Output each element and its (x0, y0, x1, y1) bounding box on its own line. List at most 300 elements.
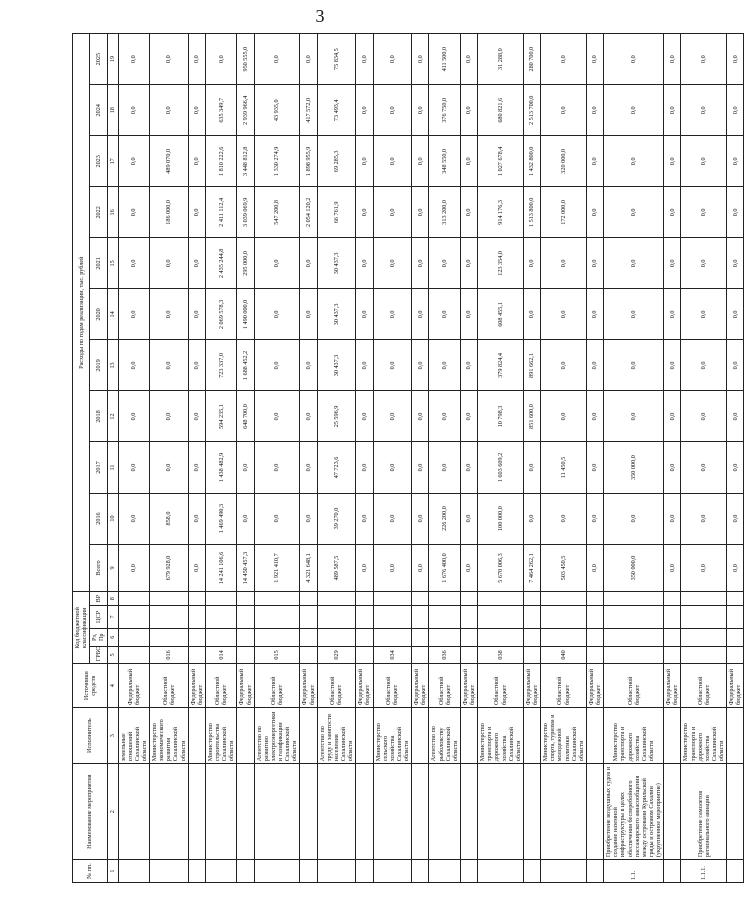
rz-code (478, 628, 524, 646)
year-value: 0,0 (541, 238, 587, 289)
year-value: 680 821,6 (478, 85, 524, 136)
year-value: 47 723,6 (317, 442, 356, 493)
year-value: 313 200,0 (429, 187, 461, 238)
executor: Министерство спорта, туризма и молодежной политики Сахалинской области (541, 708, 587, 764)
year-value: 0,0 (300, 289, 317, 340)
col-index: 8 (107, 592, 118, 606)
csr-code (205, 605, 237, 628)
total-value: 0,0 (727, 544, 744, 592)
year-value: 0,0 (118, 85, 150, 136)
executor (412, 708, 429, 764)
activity-name (429, 764, 461, 860)
year-value: 0,0 (664, 340, 681, 391)
csr-code (664, 605, 681, 628)
grbs-code: 036 (429, 646, 461, 664)
table-row (412, 34, 429, 883)
table-row (541, 34, 587, 883)
year-value: 0,0 (118, 493, 150, 544)
row-number (356, 860, 373, 883)
year-value: 0,0 (523, 238, 540, 289)
executor (727, 708, 744, 764)
year-value: 0,0 (254, 340, 300, 391)
year-value: 25 596,9 (317, 391, 356, 442)
header-year: 2024 (90, 85, 107, 136)
year-value: 0,0 (150, 238, 189, 289)
row-number (586, 860, 603, 883)
year-value: 0,0 (254, 34, 300, 85)
year-value: 0,0 (541, 391, 587, 442)
executor (460, 708, 477, 764)
year-value: 0,0 (356, 136, 373, 187)
year-value: 2 435 244,8 (205, 238, 237, 289)
year-value: 0,0 (586, 493, 603, 544)
year-value: 0,0 (300, 391, 317, 442)
year-value: 0,0 (373, 136, 412, 187)
rz-code (373, 628, 412, 646)
year-value: 723 337,0 (205, 340, 237, 391)
total-value: 14 450 457,3 (237, 544, 254, 592)
activity-name (317, 764, 356, 860)
row-number (412, 860, 429, 883)
activity-name (118, 764, 150, 860)
year-value: 0,0 (604, 493, 664, 544)
row-number (317, 860, 356, 883)
year-value: 0,0 (523, 289, 540, 340)
year-value: 0,0 (604, 187, 664, 238)
grbs-code (237, 646, 254, 664)
rz-code (586, 628, 603, 646)
grbs-code (300, 646, 317, 664)
row-number (664, 860, 681, 883)
row-number: 1.1.1. (681, 860, 727, 883)
col-index: 4 (107, 664, 118, 708)
col-index: 5 (107, 646, 118, 664)
funding-source: Областной бюджет (541, 664, 587, 708)
table-row (586, 34, 603, 883)
year-value: 172 000,0 (541, 187, 587, 238)
year-value: 0,0 (118, 391, 150, 442)
csr-code (586, 605, 603, 628)
year-value: 0,0 (356, 187, 373, 238)
col-index: 9 (107, 544, 118, 592)
grbs-code: 015 (254, 646, 300, 664)
year-value: 0,0 (118, 442, 150, 493)
col-index: 2 (107, 764, 118, 860)
year-value: 0,0 (727, 391, 744, 442)
total-value: 0,0 (188, 544, 205, 592)
col-index: 13 (107, 340, 118, 391)
vr-code (586, 592, 603, 606)
year-value: 608 455,1 (478, 289, 524, 340)
year-value: 489 070,0 (150, 136, 189, 187)
funding-source: Федеральный бюджет (727, 664, 744, 708)
year-value: 0,0 (429, 238, 461, 289)
year-value: 73 493,4 (317, 85, 356, 136)
grbs-code (727, 646, 744, 664)
csr-code (118, 605, 150, 628)
table-row (727, 34, 744, 883)
grbs-code: 014 (205, 646, 237, 664)
year-value: 0,0 (541, 34, 587, 85)
year-value: 0,0 (373, 187, 412, 238)
rz-code (317, 628, 356, 646)
grbs-code: 038 (478, 646, 524, 664)
year-value: 0,0 (188, 289, 205, 340)
funding-source: Федеральный бюджет (300, 664, 317, 708)
year-value: 0,0 (681, 442, 727, 493)
rz-code (356, 628, 373, 646)
funding-source: Федеральный бюджет (356, 664, 373, 708)
year-value: 43 935,0 (254, 85, 300, 136)
year-value: 39 270,0 (317, 493, 356, 544)
year-value: 0,0 (681, 493, 727, 544)
year-value: 0,0 (118, 340, 150, 391)
column-index-row (107, 34, 118, 883)
rotated-budget-sheet (72, 33, 743, 883)
activity-name (254, 764, 300, 860)
executor (237, 708, 254, 764)
year-value: 376 750,0 (429, 85, 461, 136)
budget-table-body (118, 34, 744, 883)
col-index: 17 (107, 136, 118, 187)
year-value: 0,0 (356, 34, 373, 85)
total-value: 0,0 (460, 544, 477, 592)
csr-code (478, 605, 524, 628)
year-value: 0,0 (356, 493, 373, 544)
total-value: 489 587,5 (317, 544, 356, 592)
table-row (300, 34, 317, 883)
year-value: 226 200,0 (429, 493, 461, 544)
year-value: 0,0 (664, 85, 681, 136)
year-value: 0,0 (300, 238, 317, 289)
year-value: 0,0 (254, 442, 300, 493)
year-value: 2 513 700,0 (523, 85, 540, 136)
vr-code (478, 592, 524, 606)
grbs-code (188, 646, 205, 664)
header-row-1 (73, 34, 90, 883)
year-value: 0,0 (412, 85, 429, 136)
funding-source: Федеральный бюджет (188, 664, 205, 708)
year-value: 851 600,0 (523, 391, 540, 442)
vr-code (205, 592, 237, 606)
row-number (523, 860, 540, 883)
activity-name (237, 764, 254, 860)
executor (523, 708, 540, 764)
year-value: 2 939 966,4 (237, 85, 254, 136)
funding-source: Федеральный бюджет (664, 664, 681, 708)
page-number: 3 (315, 6, 325, 26)
year-value: 0,0 (681, 136, 727, 187)
year-value: 1 603 609,2 (478, 442, 524, 493)
year-value: 0,0 (429, 442, 461, 493)
col-index: 14 (107, 289, 118, 340)
grbs-code (460, 646, 477, 664)
grbs-code (681, 646, 727, 664)
year-value: 0,0 (412, 136, 429, 187)
col-index: 1 (107, 860, 118, 883)
table-row (664, 34, 681, 883)
vr-code (237, 592, 254, 606)
year-value: 0,0 (586, 391, 603, 442)
year-value: 0,0 (373, 238, 412, 289)
year-value: 0,0 (664, 187, 681, 238)
header-name: Наименование мероприятия (73, 764, 108, 860)
activity-name (541, 764, 587, 860)
year-value: 0,0 (429, 391, 461, 442)
year-value: 0,0 (373, 391, 412, 442)
year-value: 30 437,3 (317, 238, 356, 289)
header-rz: Рз, Пр (90, 628, 107, 646)
year-value: 0,0 (664, 238, 681, 289)
total-value: 0,0 (412, 544, 429, 592)
total-value: 503 450,5 (541, 544, 587, 592)
year-value: 0,0 (604, 340, 664, 391)
rz-code (150, 628, 189, 646)
year-value: 100 000,0 (478, 493, 524, 544)
table-row (681, 34, 727, 883)
year-value: 0,0 (188, 136, 205, 187)
year-value: 0,0 (356, 238, 373, 289)
total-value: 0,0 (373, 544, 412, 592)
year-value: 0,0 (460, 340, 477, 391)
header-total: Всего (90, 544, 107, 592)
year-value: 350 000,0 (604, 442, 664, 493)
table-row (429, 34, 461, 883)
vr-code (523, 592, 540, 606)
vr-code (604, 592, 664, 606)
col-index: 10 (107, 493, 118, 544)
csr-code (373, 605, 412, 628)
year-value: 0,0 (254, 238, 300, 289)
year-value: 66 761,9 (317, 187, 356, 238)
year-value: 0,0 (586, 238, 603, 289)
total-value: 1 676 400,0 (429, 544, 461, 592)
year-value: 0,0 (188, 85, 205, 136)
year-value: 0,0 (150, 85, 189, 136)
year-value: 1 688 452,2 (237, 340, 254, 391)
year-value: 0,0 (373, 442, 412, 493)
activity-name (523, 764, 540, 860)
vr-code (541, 592, 587, 606)
year-value: 0,0 (237, 442, 254, 493)
col-index: 7 (107, 605, 118, 628)
year-value: 0,0 (604, 391, 664, 442)
grbs-code (523, 646, 540, 664)
executor (188, 708, 205, 764)
activity-name (727, 764, 744, 860)
csr-code (254, 605, 300, 628)
executor: Министерство строительства Сахалинской области (205, 708, 237, 764)
year-value: 0,0 (664, 391, 681, 442)
table-row (373, 34, 412, 883)
year-value: 0,0 (541, 289, 587, 340)
executor: Министерство экономического развития Сахалинской области (150, 708, 189, 764)
year-value: 0,0 (460, 34, 477, 85)
rz-code (118, 628, 150, 646)
year-value: 0,0 (300, 493, 317, 544)
csr-code (412, 605, 429, 628)
year-value: 0,0 (118, 187, 150, 238)
col-index: 18 (107, 85, 118, 136)
activity-name: Приобретение самолетов регионального авиации (681, 764, 727, 860)
total-value: 5 670 006,3 (478, 544, 524, 592)
year-value: 858,0 (150, 493, 189, 544)
rz-code (205, 628, 237, 646)
year-value: 1 469 490,3 (205, 493, 237, 544)
year-value: 0,0 (727, 340, 744, 391)
rz-code (727, 628, 744, 646)
year-value: 0,0 (429, 340, 461, 391)
csr-code (300, 605, 317, 628)
year-value: 648 700,0 (237, 391, 254, 442)
funding-source: Федеральный бюджет (118, 664, 150, 708)
rz-code (604, 628, 664, 646)
funding-source: Областной бюджет (317, 664, 356, 708)
csr-code (356, 605, 373, 628)
funding-source: Областной бюджет (205, 664, 237, 708)
grbs-code (356, 646, 373, 664)
year-value: 0,0 (412, 493, 429, 544)
grbs-code: 029 (317, 646, 356, 664)
year-value: 0,0 (604, 34, 664, 85)
funding-source: Областной бюджет (254, 664, 300, 708)
year-value: 0,0 (300, 34, 317, 85)
funding-source: Областной бюджет (681, 664, 727, 708)
row-number: 1.1. (604, 860, 664, 883)
rz-code (412, 628, 429, 646)
year-value: 0,0 (727, 136, 744, 187)
col-index: 11 (107, 442, 118, 493)
header-executor: Исполнитель (73, 708, 108, 764)
vr-code (300, 592, 317, 606)
year-value: 0,0 (412, 238, 429, 289)
year-value: 0,0 (681, 238, 727, 289)
year-value: 0,0 (300, 340, 317, 391)
table-row (356, 34, 373, 883)
year-value: 0,0 (412, 340, 429, 391)
year-value: 891 662,1 (523, 340, 540, 391)
year-value: 0,0 (188, 442, 205, 493)
executor: Министерство транспорта и дорожного хозяйства Сахалинской области (604, 708, 664, 764)
col-index: 19 (107, 34, 118, 85)
rz-code (254, 628, 300, 646)
year-value: 75 834,5 (317, 34, 356, 85)
year-value: 0,0 (188, 493, 205, 544)
year-value: 0,0 (429, 289, 461, 340)
year-value: 0,0 (412, 442, 429, 493)
vr-code (412, 592, 429, 606)
funding-source: Федеральный бюджет (586, 664, 603, 708)
vr-code (664, 592, 681, 606)
year-value: 0,0 (727, 238, 744, 289)
year-value: 0,0 (460, 391, 477, 442)
grbs-code (118, 646, 150, 664)
year-value: 914 176,3 (478, 187, 524, 238)
year-value: 0,0 (237, 493, 254, 544)
year-value: 69 285,3 (317, 136, 356, 187)
year-value: 0,0 (373, 85, 412, 136)
table-row (205, 34, 237, 883)
header-grbs: ГРБС (90, 646, 107, 664)
year-value: 320 000,0 (541, 136, 587, 187)
header-year: 2020 (90, 289, 107, 340)
vr-code (460, 592, 477, 606)
csr-code (604, 605, 664, 628)
year-value: 0,0 (300, 442, 317, 493)
csr-code (237, 605, 254, 628)
funding-source: Областной бюджет (373, 664, 412, 708)
year-value: 379 824,4 (478, 340, 524, 391)
executor: земельные отношений Сахалинской области (118, 708, 150, 764)
year-value: 0,0 (205, 34, 237, 85)
year-value: 11 450,5 (541, 442, 587, 493)
executor: Министерство транспорта и дорожного хозяйства Сахалинской области (478, 708, 524, 764)
header-budget-code: Код бюджетной классификации (73, 592, 90, 664)
year-value: 186 000,0 (150, 187, 189, 238)
grbs-code: 016 (150, 646, 189, 664)
year-value: 594 235,1 (205, 391, 237, 442)
table-row (478, 34, 524, 883)
row-number (478, 860, 524, 883)
row-number (727, 860, 744, 883)
year-value: 0,0 (412, 187, 429, 238)
year-value: 0,0 (412, 391, 429, 442)
header-vr: ВР (90, 592, 107, 606)
total-value: 0,0 (681, 544, 727, 592)
rz-code (429, 628, 461, 646)
year-value: 0,0 (150, 442, 189, 493)
activity-name (205, 764, 237, 860)
year-value: 0,0 (356, 289, 373, 340)
activity-name (478, 764, 524, 860)
header-year: 2017 (90, 442, 107, 493)
vr-code (681, 592, 727, 606)
year-value: 0,0 (681, 340, 727, 391)
executor: Агентство по труду и занятости населения Сахалинской области (317, 708, 356, 764)
year-value: 1 513 800,0 (523, 187, 540, 238)
executor: Агентство по рыболовству Сахалинской области (429, 708, 461, 764)
activity-name (300, 764, 317, 860)
vr-code (317, 592, 356, 606)
csr-code (460, 605, 477, 628)
year-value: 123 354,0 (478, 238, 524, 289)
year-value: 0,0 (188, 340, 205, 391)
year-value: 1 898 955,9 (300, 136, 317, 187)
funding-source: Областной бюджет (478, 664, 524, 708)
csr-code (429, 605, 461, 628)
activity-name (586, 764, 603, 860)
activity-name (150, 764, 189, 860)
year-value: 0,0 (373, 340, 412, 391)
row-number (118, 860, 150, 883)
year-value: 0,0 (664, 34, 681, 85)
table-row (254, 34, 300, 883)
year-value: 0,0 (681, 85, 727, 136)
year-value: 0,0 (586, 136, 603, 187)
vr-code (429, 592, 461, 606)
year-value: 0,0 (604, 289, 664, 340)
year-value: 0,0 (373, 289, 412, 340)
rz-code (300, 628, 317, 646)
year-value: 3 039 069,9 (237, 187, 254, 238)
total-value: 4 321 648,1 (300, 544, 317, 592)
row-number (541, 860, 587, 883)
csr-code (541, 605, 587, 628)
grbs-code (604, 646, 664, 664)
year-value: 1 027 678,4 (478, 136, 524, 187)
year-value: 0,0 (523, 442, 540, 493)
year-value: 0,0 (664, 289, 681, 340)
